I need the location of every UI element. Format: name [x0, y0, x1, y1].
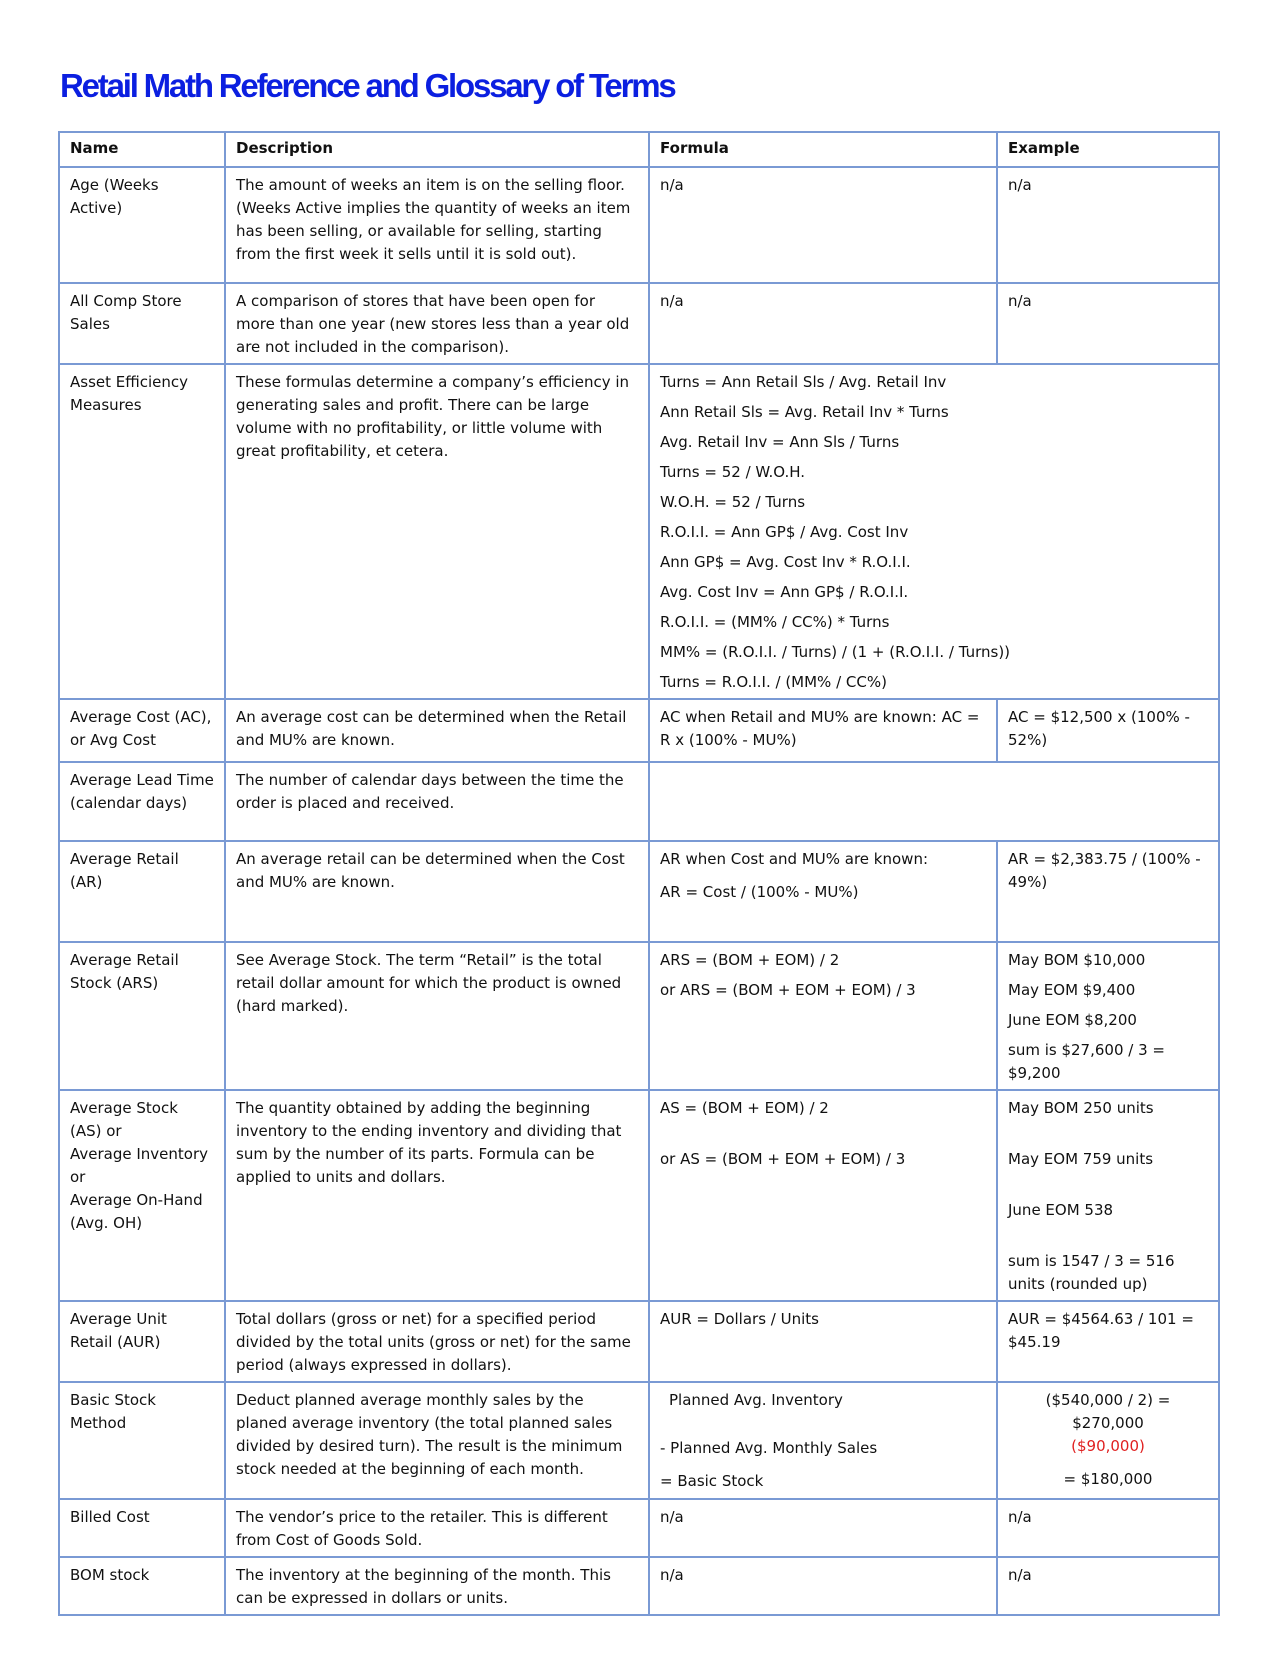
header-name: Name — [59, 132, 225, 167]
term-name: Average Unit Retail (AUR) — [59, 1301, 225, 1382]
formula-line: AS = (BOM + EOM) / 2 — [660, 1099, 829, 1117]
glossary-table — [58, 131, 1220, 1616]
term-formula — [649, 942, 997, 1090]
term-example: n/a — [997, 1499, 1219, 1557]
term-name-line: Average Stock (AS) or — [70, 1099, 178, 1140]
term-name — [59, 1090, 225, 1301]
formula-line: AR when Cost and MU% are known: — [660, 850, 929, 868]
term-example: AUR = $4564.63 / 101 = $45.19 — [997, 1301, 1219, 1382]
table-row — [59, 841, 1219, 942]
example-line: sum is 1547 / 3 = 516 units (rounded up) — [1008, 1252, 1175, 1293]
term-example: n/a — [997, 283, 1219, 364]
term-description: The number of calendar days between the time the order is placed and received. — [225, 762, 649, 841]
example-line: May EOM $9,400 — [1008, 981, 1136, 999]
table-row — [59, 942, 1219, 1090]
term-description: The quantity obtained by adding the beginning inventory to the ending inventory and dividing that sum by the number of its parts. Formula can be applied to units and dollars. — [225, 1090, 649, 1301]
term-formula — [649, 841, 997, 942]
term-formula: n/a — [649, 283, 997, 364]
term-formula: n/a — [649, 1499, 997, 1557]
term-formula-empty — [649, 762, 1219, 841]
table-row — [59, 283, 1219, 364]
term-name: Basic Stock Method — [59, 1382, 225, 1499]
formula-line: Avg. Cost Inv = Ann GP$ / R.O.I.I. — [660, 583, 909, 601]
formula-line: Ann GP$ = Avg. Cost Inv * R.O.I.I. — [660, 553, 911, 571]
term-description: The inventory at the beginning of the month. This can be expressed in dollars or units. — [225, 1557, 649, 1615]
term-formula-list — [649, 364, 1219, 699]
table-row — [59, 1090, 1219, 1301]
term-formula — [649, 1382, 997, 1499]
term-example — [997, 942, 1219, 1090]
example-line: = $180,000 — [1063, 1470, 1153, 1488]
term-name: BOM stock — [59, 1557, 225, 1615]
term-example — [997, 1382, 1219, 1499]
term-formula: AC when Retail and MU% are known: AC = R x (100% - MU%) — [649, 699, 997, 762]
example-line: ($540,000 / 2) = $270,000 — [1045, 1391, 1171, 1432]
formula-line: W.O.H. = 52 / Turns — [660, 493, 806, 511]
example-line: sum is $27,600 / 3 = $9,200 — [1008, 1041, 1165, 1082]
term-description: The vendor’s price to the retailer. This is different from Cost of Goods Sold. — [225, 1499, 649, 1557]
example-line: June EOM 538 — [1008, 1201, 1114, 1219]
example-line-negative: ($90,000) — [1071, 1437, 1145, 1455]
table-row — [59, 762, 1219, 841]
term-name: Age (Weeks Active) — [59, 167, 225, 283]
formula-line: or AS = (BOM + EOM + EOM) / 3 — [660, 1150, 906, 1168]
formula-line: - Planned Avg. Monthly Sales — [660, 1439, 878, 1457]
term-name: Average Lead Time (calendar days) — [59, 762, 225, 841]
page-title: Retail Math Reference and Glossary of Terms — [60, 67, 675, 104]
term-name: Billed Cost — [59, 1499, 225, 1557]
formula-line: or ARS = (BOM + EOM + EOM) / 3 — [660, 981, 916, 999]
example-line: June EOM $8,200 — [1008, 1011, 1137, 1029]
table-row — [59, 364, 1219, 699]
table-header-row — [59, 132, 1219, 167]
table-row — [59, 1382, 1219, 1499]
term-description: These formulas determine a company’s efficiency in generating sales and profit. There can be large volume with no profitability, or little volume with great profitability, et cetera. — [225, 364, 649, 699]
formula-line: MM% = (R.O.I.I. / Turns) / (1 + (R.O.I.I. / Turns)) — [660, 643, 1011, 661]
term-name: Average Cost (AC), or Avg Cost — [59, 699, 225, 762]
term-formula: AUR = Dollars / Units — [649, 1301, 997, 1382]
term-formula: n/a — [649, 1557, 997, 1615]
term-description: An average retail can be determined when the Cost and MU% are known. — [225, 841, 649, 942]
formula-line: = Basic Stock — [660, 1472, 764, 1490]
term-description: See Average Stock. The term “Retail” is the total retail dollar amount for which the product is owned (hard marked). — [225, 942, 649, 1090]
term-description: An average cost can be determined when the Retail and MU% are known. — [225, 699, 649, 762]
formula-line: Turns = Ann Retail Sls / Avg. Retail Inv — [660, 373, 947, 391]
table-row — [59, 1499, 1219, 1557]
formula-line: Avg. Retail Inv = Ann Sls / Turns — [660, 433, 900, 451]
formula-line: AR = Cost / (100% - MU%) — [660, 883, 859, 901]
formula-line: R.O.I.I. = Ann GP$ / Avg. Cost Inv — [660, 523, 909, 541]
header-description: Description — [225, 132, 649, 167]
term-example — [997, 1090, 1219, 1301]
term-name: Average Retail Stock (ARS) — [59, 942, 225, 1090]
formula-line: Ann Retail Sls = Avg. Retail Inv * Turns — [660, 403, 949, 421]
term-name: All Comp Store Sales — [59, 283, 225, 364]
term-name-line: Average On-Hand (Avg. OH) — [70, 1191, 203, 1232]
term-example: AR = $2,383.75 / (100% - 49%) — [997, 841, 1219, 942]
table-row — [59, 1301, 1219, 1382]
table-row — [59, 167, 1219, 283]
term-example: n/a — [997, 167, 1219, 283]
example-line: May BOM $10,000 — [1008, 951, 1146, 969]
formula-line: Turns = R.O.I.I. / (MM% / CC%) — [660, 673, 887, 691]
table-row — [59, 699, 1219, 762]
header-example: Example — [997, 132, 1219, 167]
term-description: A comparison of stores that have been open for more than one year (new stores less than a year old are not included in the comparison). — [225, 283, 649, 364]
formula-line: Turns = 52 / W.O.H. — [660, 463, 806, 481]
term-description: Deduct planned average monthly sales by the planed average inventory (the total planned sales divided by desired turn). The result is the minimum stock needed at the beginning of each month. — [225, 1382, 649, 1499]
term-example: AC = $12,500 x (100% - 52%) — [997, 699, 1219, 762]
term-description: The amount of weeks an item is on the selling floor. (Weeks Active implies the quantity of weeks an item has been selling, or available for selling, starting from the first week it sells until it is sold out). — [225, 167, 649, 283]
example-line: May EOM 759 units — [1008, 1150, 1154, 1168]
header-formula: Formula — [649, 132, 997, 167]
term-example: n/a — [997, 1557, 1219, 1615]
formula-line: R.O.I.I. = (MM% / CC%) * Turns — [660, 613, 890, 631]
table-row — [59, 1557, 1219, 1615]
example-line: May BOM 250 units — [1008, 1099, 1154, 1117]
formula-line: ARS = (BOM + EOM) / 2 — [660, 951, 840, 969]
term-description: Total dollars (gross or net) for a specified period divided by the total units (gross or net) for the same period (always expressed in dollars). — [225, 1301, 649, 1382]
term-formula — [649, 1090, 997, 1301]
term-name: Average Retail (AR) — [59, 841, 225, 942]
formula-line: Planned Avg. Inventory — [669, 1391, 843, 1409]
term-name-line: Average Inventory or — [70, 1145, 209, 1186]
term-formula: n/a — [649, 167, 997, 283]
term-name: Asset Efficiency Measures — [59, 364, 225, 699]
